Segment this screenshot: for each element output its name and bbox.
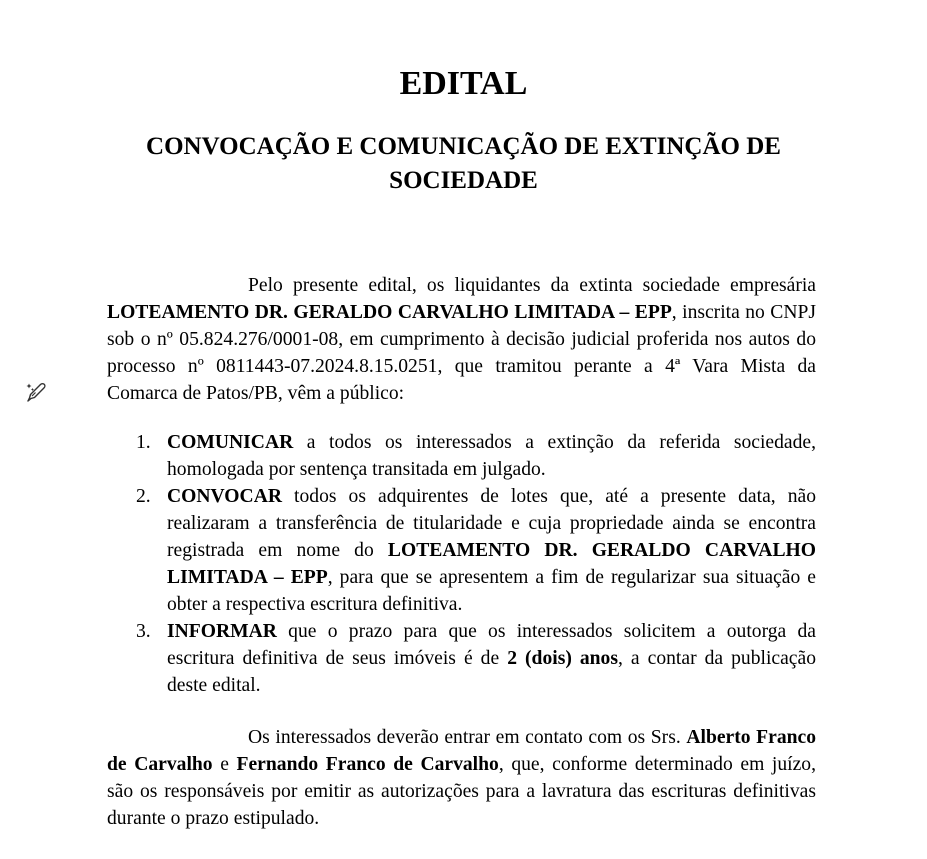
document-subtitle: CONVOCAÇÃO E COMUNICAÇÃO DE EXTINÇÃO DE SOCIEDADE [146,133,781,194]
list-keyword: INFORMAR [167,621,277,642]
list-item-convocar [107,483,816,618]
closing-text-2: e [212,754,237,775]
contact-name-1: Alberto Franco de Carvalho [107,727,817,775]
list-text: que o prazo para que os interessados solicitem a outorga da escritura definitiva de seus imóveis é de [167,621,816,669]
deadline: 2 (dois) anos [507,648,618,669]
list-keyword: CONVOCAR [167,486,282,507]
list-keyword: COMUNICAR [167,432,294,453]
intro-text-2: , inscrita no CNPJ sob o nº 05.824.276/0001-08, em cumprimento à decisão judicial proferida nos autos do processo nº 0811443-07.2024.8.15.0251, que tramitou perante a 4ª Vara Mista da Comarca de Patos/PB, vêm a público: [107,302,816,404]
list-item-comunicar [107,429,816,483]
list-text: a todos os interessados a extinção da referida sociedade, homologada por sentença transitada em julgado. [167,432,816,480]
list-text: , a contar da publicação deste edital. [167,648,816,696]
list-text: , para que se apresentem a fim de regularizar sua situação e obter a respectiva escritura definitiva. [167,567,817,615]
closing-text-3: , que, conforme determinado em juízo, são os responsáveis por emitir as autorizações para a lavratura das escrituras definitivas durante o prazo estipulado. [107,754,816,829]
ai-rewrite-icon[interactable] [24,380,48,404]
list-number: 1. [136,432,151,453]
intro-text-1: Pelo presente edital, os liquidantes da extinta sociedade empresária [248,275,816,296]
list-number: 3. [136,621,151,642]
closing-text-1: Os interessados deverão entrar em contato com os Srs. [248,727,687,748]
list-number: 2. [136,486,151,507]
pen-sparkle-icon [24,380,48,404]
document-title: EDITAL [399,65,528,102]
contact-name-2: Fernando Franco de Carvalho [236,754,499,775]
action-list [107,429,816,699]
company-name: LOTEAMENTO DR. GERALDO CARVALHO LIMITADA – EPP [167,540,816,588]
list-item-informar [107,618,816,699]
intro-paragraph [107,272,816,407]
list-text: todos os adquirentes de lotes que, até a presente data, não realizaram a transferência de titularidade e cuja propriedade ainda se encontra registrada em nome do [167,486,816,561]
company-name: LOTEAMENTO DR. GERALDO CARVALHO LIMITADA – EPP [107,302,672,323]
closing-paragraph [107,724,816,832]
